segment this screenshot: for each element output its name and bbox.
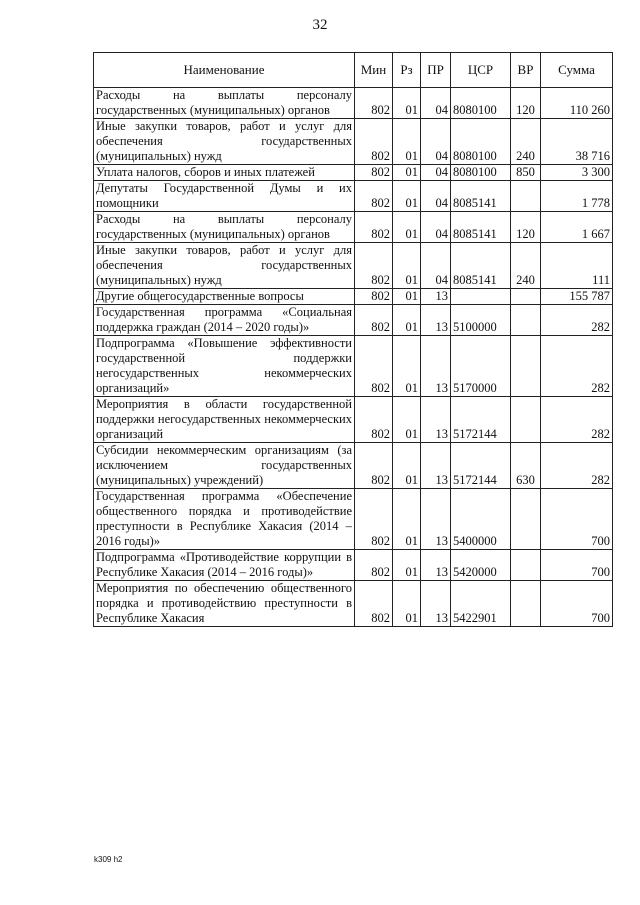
table-row — [94, 243, 613, 289]
cell-sum: 1 667 — [541, 212, 613, 243]
table-row — [94, 443, 613, 489]
table-row — [94, 305, 613, 336]
cell-vr: 120 — [511, 88, 541, 119]
table-row — [94, 165, 613, 181]
cell-csr: 8080100 — [451, 119, 511, 165]
cell-name: Мероприятия по обеспечению общественного порядка и противодействию преступности в Республике Хакасия — [94, 581, 355, 627]
cell-vr: 240 — [511, 119, 541, 165]
header-pr: ПР — [421, 53, 451, 88]
cell-csr: 5170000 — [451, 336, 511, 397]
cell-sum: 1 778 — [541, 181, 613, 212]
cell-pr: 13 — [421, 489, 451, 550]
cell-csr: 8085141 — [451, 212, 511, 243]
header-sum: Сумма — [541, 53, 613, 88]
cell-pr: 13 — [421, 397, 451, 443]
cell-csr: 5420000 — [451, 550, 511, 581]
footer-code: k309 h2 — [94, 855, 123, 864]
cell-name: Подпрограмма «Противодействие коррупции в Республике Хакасия (2014 – 2016 годы)» — [94, 550, 355, 581]
cell-csr: 8085141 — [451, 243, 511, 289]
cell-vr — [511, 397, 541, 443]
header-csr: ЦСР — [451, 53, 511, 88]
cell-rz: 01 — [393, 119, 421, 165]
cell-name: Расходы на выплаты персоналу государственных (муниципальных) органов — [94, 212, 355, 243]
cell-vr: 240 — [511, 243, 541, 289]
table-row — [94, 581, 613, 627]
cell-min: 802 — [355, 397, 393, 443]
cell-pr: 13 — [421, 336, 451, 397]
cell-vr: 850 — [511, 165, 541, 181]
cell-csr: 8085141 — [451, 181, 511, 212]
cell-rz: 01 — [393, 550, 421, 581]
cell-csr: 5172144 — [451, 443, 511, 489]
cell-rz: 01 — [393, 581, 421, 627]
cell-name: Государственная программа «Социальная поддержка граждан (2014 – 2020 годы)» — [94, 305, 355, 336]
cell-vr — [511, 289, 541, 305]
cell-min: 802 — [355, 119, 393, 165]
cell-rz: 01 — [393, 336, 421, 397]
table-header — [94, 53, 613, 88]
page-number: 32 — [312, 17, 328, 33]
cell-min: 802 — [355, 243, 393, 289]
cell-csr: 5100000 — [451, 305, 511, 336]
cell-pr: 13 — [421, 443, 451, 489]
cell-sum: 700 — [541, 489, 613, 550]
cell-rz: 01 — [393, 243, 421, 289]
cell-pr: 13 — [421, 305, 451, 336]
cell-csr: 8080100 — [451, 165, 511, 181]
table-body — [94, 88, 613, 627]
table-row — [94, 88, 613, 119]
cell-pr: 04 — [421, 212, 451, 243]
table-row — [94, 489, 613, 550]
header-min: Мин — [355, 53, 393, 88]
cell-name: Расходы на выплаты персоналу государственных (муниципальных) органов — [94, 88, 355, 119]
cell-sum: 282 — [541, 443, 613, 489]
cell-rz: 01 — [393, 489, 421, 550]
cell-pr: 04 — [421, 181, 451, 212]
header-row — [94, 53, 613, 88]
cell-vr — [511, 336, 541, 397]
table-row — [94, 119, 613, 165]
cell-min: 802 — [355, 581, 393, 627]
cell-name: Субсидии некоммерческим организациям (за исключением государственных (муниципальных) учреждений) — [94, 443, 355, 489]
cell-name: Уплата налогов, сборов и иных платежей — [94, 165, 355, 181]
cell-min: 802 — [355, 305, 393, 336]
cell-min: 802 — [355, 289, 393, 305]
cell-rz: 01 — [393, 397, 421, 443]
cell-sum: 282 — [541, 305, 613, 336]
cell-rz: 01 — [393, 165, 421, 181]
cell-sum: 155 787 — [541, 289, 613, 305]
budget-table — [93, 52, 613, 627]
cell-name: Другие общегосударственные вопросы — [94, 289, 355, 305]
table-row — [94, 397, 613, 443]
cell-sum: 282 — [541, 397, 613, 443]
header-vr: ВР — [511, 53, 541, 88]
table-row — [94, 550, 613, 581]
header-rz: Рз — [393, 53, 421, 88]
cell-csr: 5400000 — [451, 489, 511, 550]
cell-pr: 04 — [421, 119, 451, 165]
cell-min: 802 — [355, 443, 393, 489]
cell-csr: 5172144 — [451, 397, 511, 443]
cell-min: 802 — [355, 550, 393, 581]
cell-pr: 13 — [421, 581, 451, 627]
cell-pr: 04 — [421, 88, 451, 119]
table-row — [94, 336, 613, 397]
table-row — [94, 212, 613, 243]
cell-name: Мероприятия в области государственной поддержки негосударственных некоммерческих организаций — [94, 397, 355, 443]
header-name: Наименование — [94, 53, 355, 88]
cell-csr: 8080100 — [451, 88, 511, 119]
table-row — [94, 289, 613, 305]
cell-rz: 01 — [393, 88, 421, 119]
cell-name: Государственная программа «Обеспечение общественного порядка и противодействие преступности в Республике Хакасия (2014 – 2016 годы)» — [94, 489, 355, 550]
cell-sum: 38 716 — [541, 119, 613, 165]
cell-min: 802 — [355, 212, 393, 243]
cell-sum: 3 300 — [541, 165, 613, 181]
cell-sum: 282 — [541, 336, 613, 397]
cell-sum: 110 260 — [541, 88, 613, 119]
cell-rz: 01 — [393, 181, 421, 212]
cell-pr: 13 — [421, 550, 451, 581]
cell-min: 802 — [355, 489, 393, 550]
cell-name: Иные закупки товаров, работ и услуг для обеспечения государственных (муниципальных) нужд — [94, 243, 355, 289]
table-row — [94, 181, 613, 212]
cell-rz: 01 — [393, 443, 421, 489]
cell-name: Депутаты Государственной Думы и их помощники — [94, 181, 355, 212]
cell-pr: 04 — [421, 165, 451, 181]
cell-pr: 13 — [421, 289, 451, 305]
cell-rz: 01 — [393, 212, 421, 243]
cell-name: Иные закупки товаров, работ и услуг для обеспечения государственных (муниципальных) нужд — [94, 119, 355, 165]
cell-vr — [511, 181, 541, 212]
cell-sum: 700 — [541, 550, 613, 581]
cell-vr — [511, 550, 541, 581]
cell-csr — [451, 289, 511, 305]
cell-name: Подпрограмма «Повышение эффективности государственной поддержки негосударственных некоммерческих организаций» — [94, 336, 355, 397]
cell-sum: 700 — [541, 581, 613, 627]
cell-rz: 01 — [393, 289, 421, 305]
cell-csr: 5422901 — [451, 581, 511, 627]
cell-rz: 01 — [393, 305, 421, 336]
cell-vr: 120 — [511, 212, 541, 243]
cell-vr — [511, 305, 541, 336]
cell-min: 802 — [355, 336, 393, 397]
cell-vr — [511, 489, 541, 550]
cell-sum: 111 — [541, 243, 613, 289]
cell-pr: 04 — [421, 243, 451, 289]
cell-vr: 630 — [511, 443, 541, 489]
cell-vr — [511, 581, 541, 627]
cell-min: 802 — [355, 88, 393, 119]
cell-min: 802 — [355, 181, 393, 212]
cell-min: 802 — [355, 165, 393, 181]
